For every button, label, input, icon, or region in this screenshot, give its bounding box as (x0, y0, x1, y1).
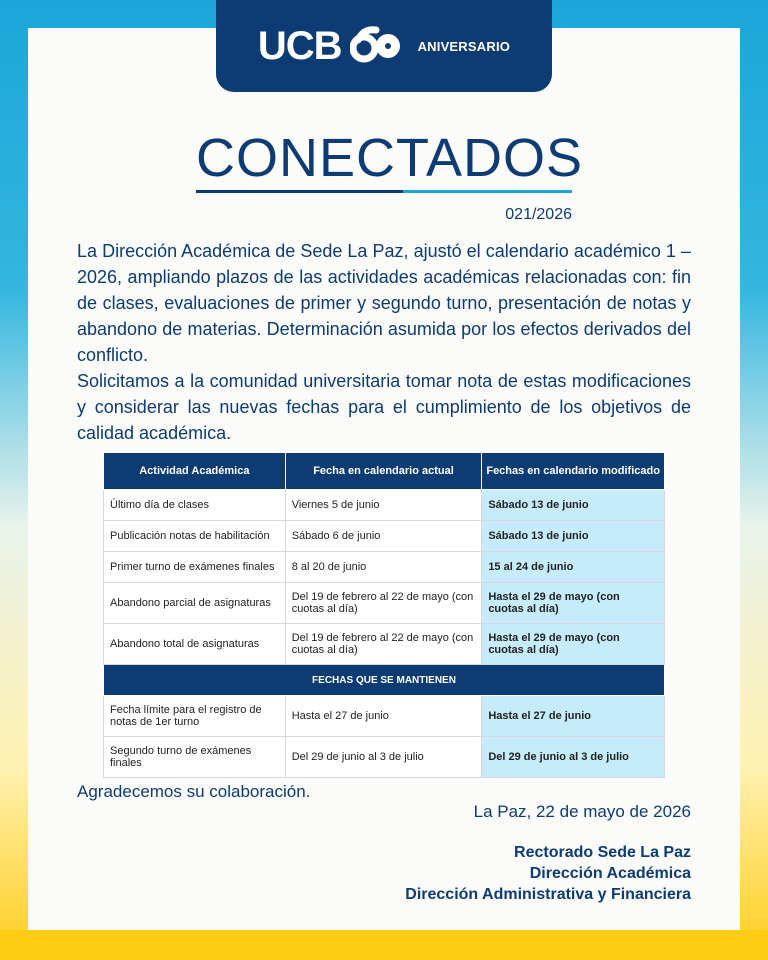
modified-date-cell: Sábado 13 de junio (482, 521, 665, 552)
table-row (104, 521, 665, 552)
table-row (104, 552, 665, 583)
table-row (104, 696, 665, 737)
title-underline (196, 190, 572, 193)
paragraph-announcement: La Dirección Académica de Sede La Paz, ajustó el calendario académico 1 – 2026, ampliando plazos de las actividades académicas relacionadas con: fin de clases, evaluaciones de primer y segundo turno, presentación de notas y abandono de materias. Determinación asumida por los efectos derivados del conflicto. (77, 241, 691, 365)
ucb-logo-text: UCB (257, 23, 342, 68)
header-current-date: Fecha en calendario actual (285, 453, 482, 490)
activity-cell: Fecha límite para el registro de notas de 1er turno (104, 696, 286, 737)
document-number: 021/2026 (505, 206, 572, 223)
bottom-band (0, 930, 768, 960)
anniversary-label: ANIVERSARIO (417, 38, 511, 54)
signature-rectorado: Rectorado Sede La Paz (514, 844, 691, 861)
date-line: La Paz, 22 de mayo de 2026 (473, 802, 691, 821)
header-modified-date: Fechas en calendario modificado (482, 453, 665, 490)
current-date-cell: Sábado 6 de junio (285, 521, 482, 552)
table-row (104, 737, 665, 778)
calendar-table (103, 452, 665, 778)
activity-cell: Abandono parcial de asignaturas (104, 583, 286, 624)
modified-date-cell: Hasta el 27 de junio (482, 696, 665, 737)
body-text (77, 238, 691, 446)
signature-academica: Dirección Académica (529, 865, 691, 882)
sixty-icon (350, 26, 402, 66)
current-date-cell: Del 29 de junio al 3 de julio (285, 737, 482, 778)
section-label: FECHAS QUE SE MANTIENEN (104, 665, 665, 696)
table-row (104, 583, 665, 624)
modified-date-cell: Hasta el 29 de mayo (con cuotas al día) (482, 624, 665, 665)
table-header-row (104, 453, 665, 490)
page-title: CONECTADOS (196, 128, 584, 188)
current-date-cell: Del 19 de febrero al 22 de mayo (con cuotas al día) (285, 624, 482, 665)
thanks-line: Agradecemos su colaboración. (77, 782, 311, 801)
modified-date-cell: 15 al 24 de junio (482, 552, 665, 583)
modified-date-cell: Del 29 de junio al 3 de julio (482, 737, 665, 778)
activity-cell: Primer turno de exámenes finales (104, 552, 286, 583)
activity-cell: Segundo turno de exámenes finales (104, 737, 286, 778)
current-date-cell: Hasta el 27 de junio (285, 696, 482, 737)
current-date-cell: Del 19 de febrero al 22 de mayo (con cuotas al día) (285, 583, 482, 624)
table-row (104, 490, 665, 521)
signature-administrativa: Dirección Administrativa y Financiera (405, 886, 691, 903)
header-logo (216, 0, 552, 92)
modified-date-cell: Sábado 13 de junio (482, 490, 665, 521)
activity-cell: Último día de clases (104, 490, 286, 521)
header-activity: Actividad Académica (104, 453, 286, 490)
sixty-logo (350, 26, 402, 66)
current-date-cell: 8 al 20 de junio (285, 552, 482, 583)
activity-cell: Publicación notas de habilitación (104, 521, 286, 552)
paragraph-request: Solicitamos a la comunidad universitaria tomar nota de estas modificaciones y considerar las nuevas fechas para el cumplimiento de los objetivos de calidad académica. (77, 371, 691, 443)
activity-cell: Abandono total de asignaturas (104, 624, 286, 665)
current-date-cell: Viernes 5 de junio (285, 490, 482, 521)
table-row (104, 624, 665, 665)
signature-block (405, 842, 691, 905)
table-section-row (104, 665, 665, 696)
modified-date-cell: Hasta el 29 de mayo (con cuotas al día) (482, 583, 665, 624)
